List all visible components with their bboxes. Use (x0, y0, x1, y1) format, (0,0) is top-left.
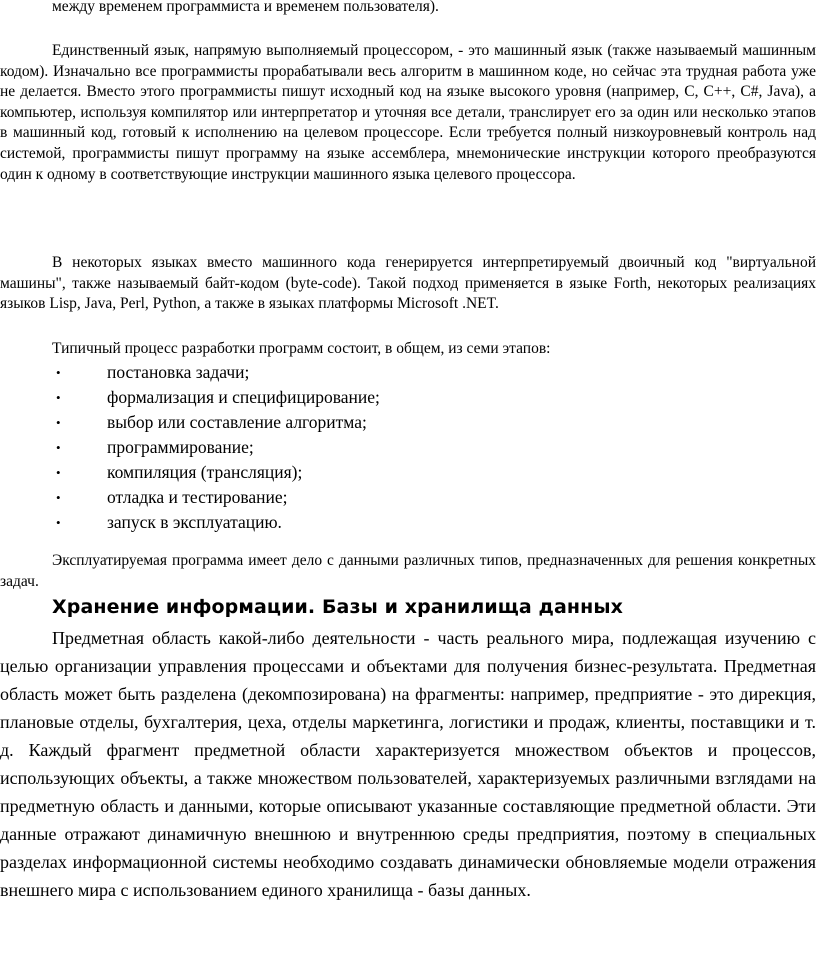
list-item (0, 510, 816, 535)
paragraph-top: между временем программиста и временем пользователя). (52, 0, 439, 15)
list-item-text: постановка задачи; (107, 362, 250, 382)
paragraph-machine-code: Единственный язык, напрямую выполняемый процессором, - это машинный язык (также называемый машинным кодом). Изначально все программисты прорабатывали весь алгоритм в машинном коде, но сейчас эта трудная работа уже не делается. Вместо этого программисты пишут исходный код на языке высокого уровня (например, C, C++, C#, Java), а компьютер, используя компилятор или интерпретатор и уточняя все детали, транслирует его за один или несколько этапов в машинный код, готовый к исполнению на целевом процессоре. Если требуется полный низкоуровневый контроль над системой, программисты пишут программу на языке ассемблера, мнемонические инструкции которого преобразуются один к одному в соответствующие инструкции машинного языка целевого процессора. (0, 42, 816, 183)
paragraph-process-intro: Типичный процесс разработки программ состоит, в общем, из семи этапов: (52, 340, 551, 357)
list-item-text: отладка и тестирование; (107, 487, 288, 507)
bullet-icon: • (56, 440, 61, 455)
list-item-text: формализация и специфицирование; (107, 387, 380, 407)
bullet-icon: • (56, 515, 61, 530)
bullet-icon: • (56, 465, 61, 480)
list-item (0, 435, 816, 460)
list-item (0, 460, 816, 485)
list-item-text: выбор или составление алгоритма; (107, 412, 367, 432)
bullet-icon: • (56, 365, 61, 380)
paragraph-subject-area: Предметная область какой-либо деятельности - часть реального мира, подлежащая изучению с целью организации управления процессами и объектами для получения бизнес-результата. Предметная область может быть разделена (декомпозирована) на фрагменты: например, предприятие - это дирекция, плановые отделы, бухгалтерия, цеха, отделы маркетинга, логистики и продаж, клиенты, поставщики и т. д. Каждый фрагмент предметной области характеризуется множеством объектов и процессов, использующих объекты, а также множеством пользователей, характеризуемых различными взглядами на предметную область и данными, которые описывают указанные составляющие предметной области. Эти данные отражают динамичную внешнюю и внутреннюю среды предприятия, поэтому в специальных разделах информационной системы необходимо создавать динамически обновляемые модели отражения внешнего мира с использованием единого хранилища - базы данных. (0, 628, 816, 900)
bullet-icon: • (56, 415, 61, 430)
paragraph-exploited-program: Эксплуатируемая программа имеет дело с данными различных типов, предназначенных для решения конкретных задач. (0, 552, 816, 590)
list-item-text: программирование; (107, 437, 254, 457)
list-item-text: компиляция (трансляция); (107, 462, 303, 482)
bullet-icon: • (56, 490, 61, 505)
list-item (0, 485, 816, 510)
list-item (0, 385, 816, 410)
development-steps-list (0, 360, 816, 535)
list-item-text: запуск в эксплуатацию. (107, 512, 282, 532)
list-item (0, 410, 816, 435)
section-heading: Хранение информации. Базы и хранилища данных (52, 596, 623, 618)
list-item (0, 360, 816, 385)
paragraph-bytecode: В некоторых языках вместо машинного кода генерируется интерпретируемый двоичный код "виртуальной машины", также называемый байт-кодом (byte-code). Такой подход применяется в языке Forth, некоторых реализациях языков Lisp, Java, Perl, Python, а также в языках платформы Microsoft .NET. (0, 254, 816, 313)
bullet-icon: • (56, 390, 61, 405)
